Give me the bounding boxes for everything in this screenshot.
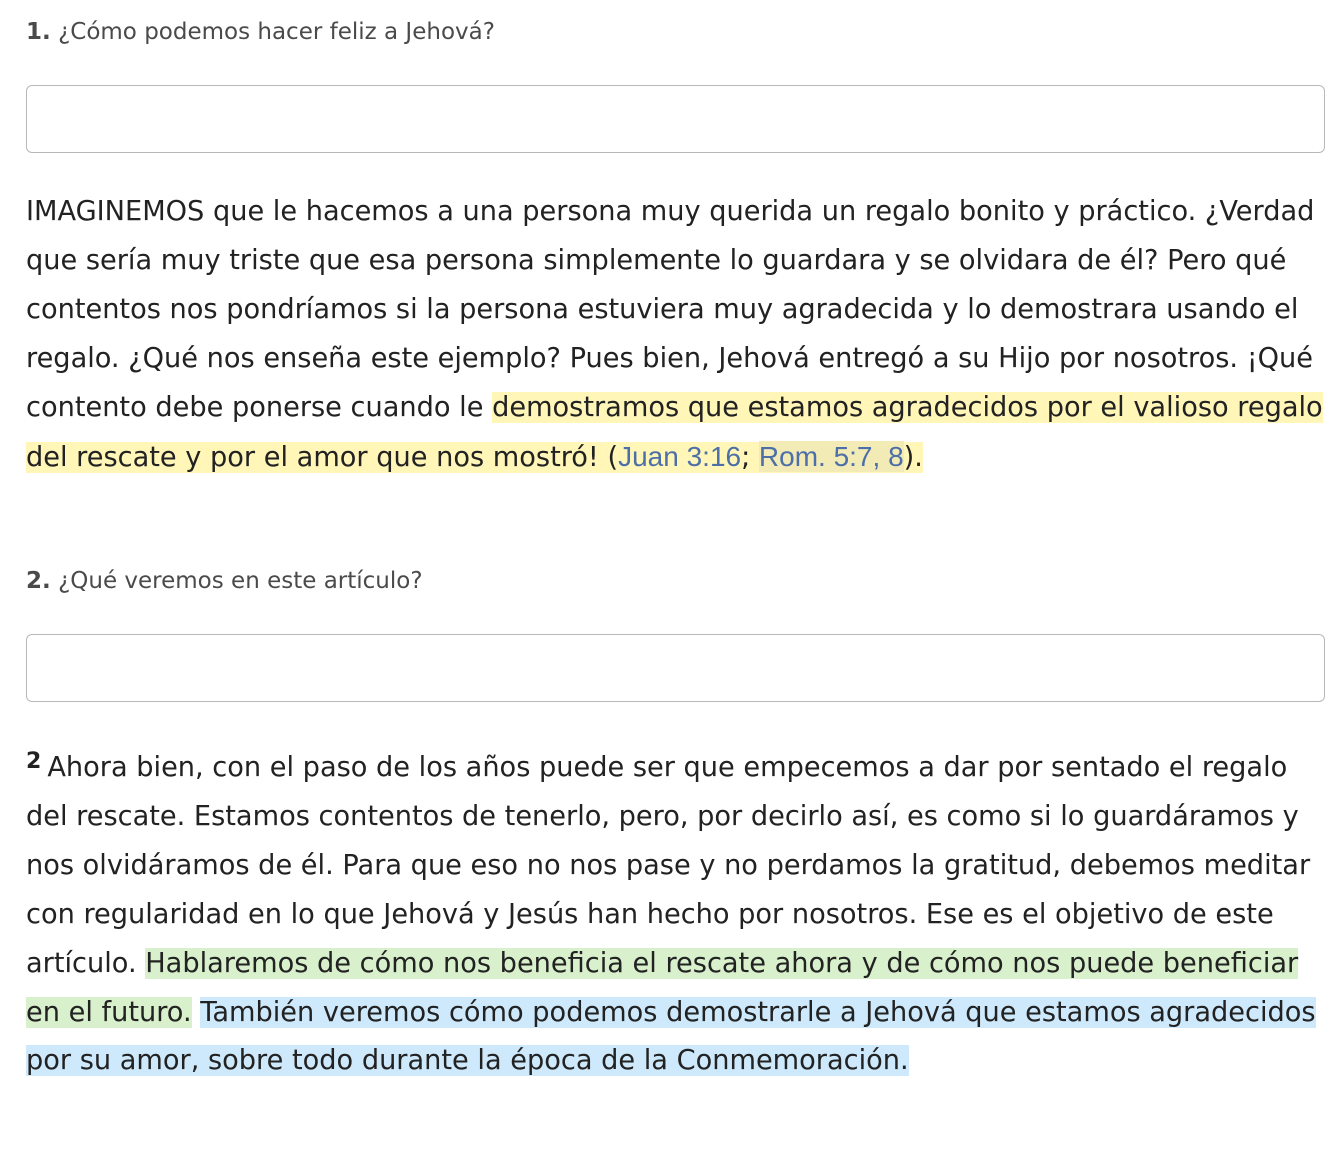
scripture-separator: ;: [741, 441, 759, 473]
paragraph-1-text: IMAGINEMOS que le hacemos a una persona muy querida un regalo bonito y práctico. ¿Verdad que sería muy triste que esa persona simplemente lo guardara y se olvidara de él? Pero qué contentos nos pondríamos si la persona estuviera muy agradecida y lo demostrara usando el regalo. ¿Qué nos enseña este ejemplo? Pues bien, Jehová entregó a su Hijo por nosotros. ¡Qué contento debe ponerse cuando le: [26, 196, 1315, 423]
question-1-text: ¿Cómo podemos hacer feliz a Jehová?: [58, 19, 495, 45]
answer-field-2[interactable]: [26, 634, 1325, 702]
paragraph-1: [26, 188, 1330, 482]
paragraph-1-closing: ).: [903, 441, 923, 473]
paragraph-2-space: [192, 997, 201, 1028]
question-2-number: 2.: [26, 568, 51, 594]
question-2-text: ¿Qué veremos en este artículo?: [58, 568, 423, 594]
question-1-number: 1.: [26, 19, 51, 45]
answer-field-1[interactable]: [26, 85, 1325, 153]
paragraph-2-highlight-green: Hablaremos de cómo nos beneficia el rescate ahora y de cómo nos puede beneficiar en el futuro.: [26, 947, 1299, 1028]
paragraph-2: [26, 738, 1330, 1086]
question-2: [26, 565, 423, 597]
scripture-link-juan-3-16[interactable]: Juan 3:16: [618, 440, 742, 472]
paragraph-2-highlight-blue: También veremos cómo podemos demostrarle a Jehová que estamos agradecidos por su amor, sobre todo durante la época de la Conmemoración.: [26, 996, 1316, 1077]
question-1: [26, 16, 495, 48]
paragraph-2-number: 2: [26, 749, 42, 774]
paragraph-2-text: Ahora bien, con el paso de los años puede ser que empecemos a dar por sentado el regalo del rescate. Estamos contentos de tenerlo, pero, por decirlo así, es como si lo guardáramos y nos olvidáramos de él. Para que eso no nos pase y no perdamos la gratitud, debemos meditar con regularidad en lo que Jehová y Jesús han hecho por nosotros. Ese es el objetivo de este artículo.: [26, 752, 1311, 979]
scripture-link-rom-5-7-8[interactable]: Rom. 5:7, 8: [758, 440, 904, 472]
paragraph-1-highlight-text: demostramos que estamos agradecidos por el valioso regalo del rescate y por el amor que nos mostró! (: [26, 391, 1323, 473]
